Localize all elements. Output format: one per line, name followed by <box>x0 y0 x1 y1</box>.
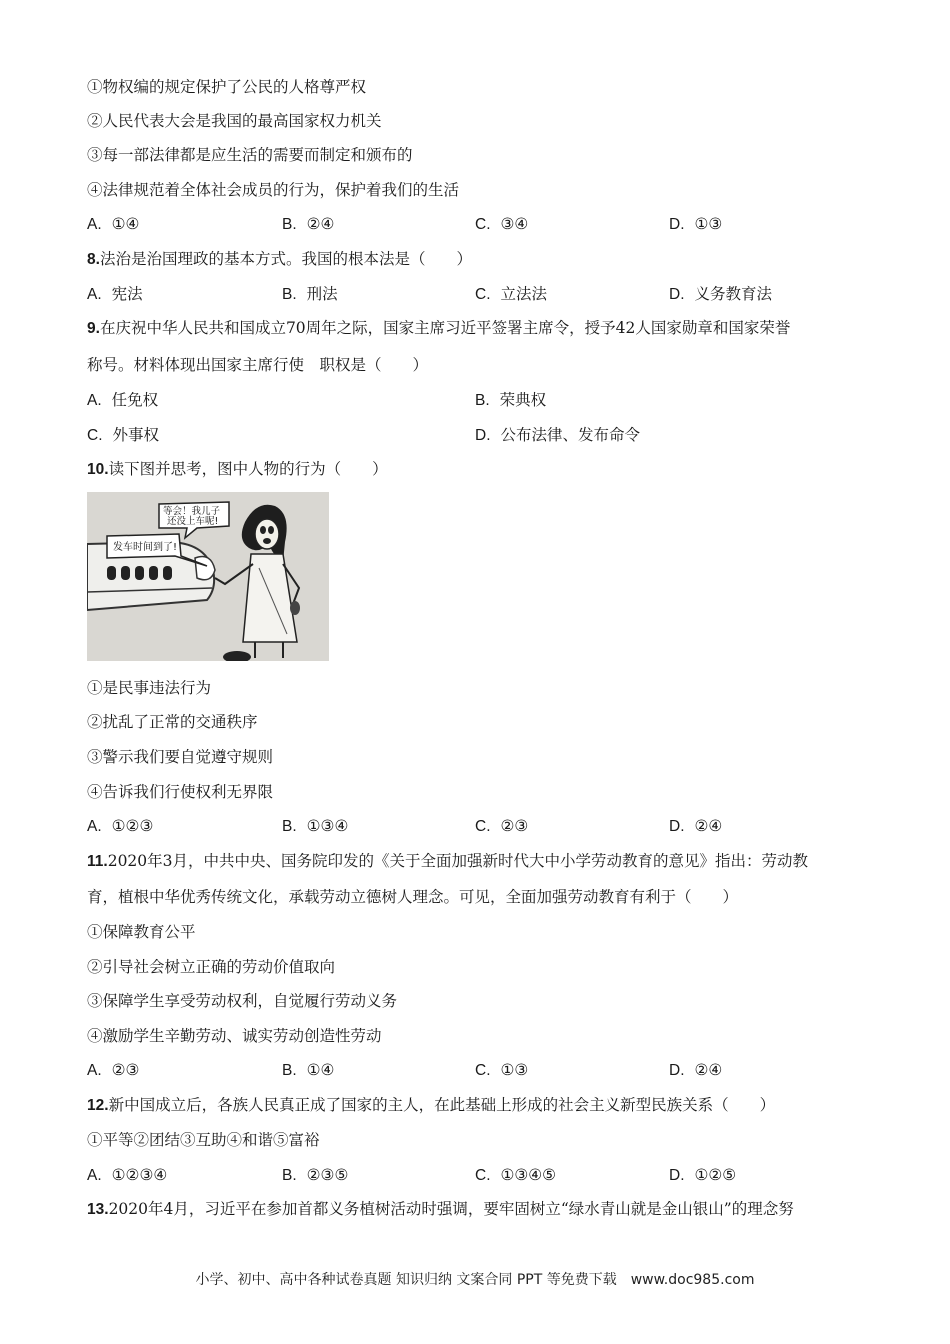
q11-stem-line2: 育，植根中华优秀传统文化，承载劳动立德树人理念。可见，全面加强劳动教育有利于（ ） <box>87 888 739 906</box>
q10-option-d: D. ②④ <box>669 817 723 835</box>
q11-option-d: D. ②④ <box>669 1061 723 1079</box>
bubble-woman-line2: 还没上车呢! <box>167 516 219 527</box>
q9-stem-line2: 称号。材料体现出国家主席行使 职权是（ ） <box>87 356 429 374</box>
q10-statement-1: ①是民事违法行为 <box>87 679 212 697</box>
q10-stem: 10.读下图并思考，图中人物的行为（ ） <box>87 460 388 478</box>
q9-option-a: A. 任免权 <box>87 391 159 409</box>
q13-stem-line1: 13.2020年4月，习近平在参加首都义务植树活动时强调，要牢固树立“绿水青山就是金山银山”的理念努 <box>87 1200 794 1218</box>
q7-option-d: D. ①③ <box>669 215 723 233</box>
q8-option-c: C. 立法法 <box>475 285 548 303</box>
q8-stem: 8.法治是治国理政的基本方式。我国的根本法是（ ） <box>87 250 472 268</box>
q12-option-d: D. ①②⑤ <box>669 1166 737 1184</box>
q8-option-a: A. 宪法 <box>87 285 143 303</box>
q9-option-c: C. 外事权 <box>87 426 160 444</box>
q10-statement-3: ③警示我们要自觉遵守规则 <box>87 748 274 766</box>
q12-stem: 12.新中国成立后，各族人民真正成了国家的主人，在此基础上形成的社会主义新型民族关系（ ） <box>87 1096 776 1114</box>
q7-statement-1: ①物权编的规定保护了公民的人格尊严权 <box>87 78 367 96</box>
q7-option-a: A. ①④ <box>87 215 140 233</box>
q9-stem-line1: 9.在庆祝中华人民共和国成立70周年之际，国家主席习近平签署主席令，授予42人国家勋章和国家荣誉 <box>87 319 791 337</box>
q10-statement-2: ②扰乱了正常的交通秩序 <box>87 713 258 731</box>
q12-option-a: A. ①②③④ <box>87 1166 168 1184</box>
q11-statement-1: ①保障教育公平 <box>87 923 196 941</box>
q7-option-b: B. ②④ <box>282 215 335 233</box>
page-footer: 小学、初中、高中各种试卷真题 知识归纳 文案合同 PPT 等免费下载 www.doc985.com <box>195 1272 755 1288</box>
q11-option-b: B. ①④ <box>282 1061 335 1079</box>
q12-option-b: B. ②③⑤ <box>282 1166 349 1184</box>
q12-option-c: C. ①③④⑤ <box>475 1166 557 1184</box>
q11-stem-line1: 11.2020年3月，中共中央、国务院印发的《关于全面加强新时代大中小学劳动教育的意见》指出：劳动教 <box>87 852 809 870</box>
cartoon-drawing <box>87 492 329 661</box>
q9-option-b: B. 荣典权 <box>475 391 547 409</box>
bubble-woman-line1: 等会！我儿子 <box>163 506 221 517</box>
q10-statement-4: ④告诉我们行使权利无界限 <box>87 783 274 801</box>
q10-option-c: C. ②③ <box>475 817 529 835</box>
q11-statement-2: ②引导社会树立正确的劳动价值取向 <box>87 958 336 976</box>
q11-statement-3: ③保障学生享受劳动权利，自觉履行劳动义务 <box>87 992 398 1010</box>
q10-cartoon-image <box>87 492 329 661</box>
q11-option-c: C. ①③ <box>475 1061 529 1079</box>
q7-option-c: C. ③④ <box>475 215 529 233</box>
q8-option-d: D. 义务教育法 <box>669 285 773 303</box>
q7-statement-4: ④法律规范着全体社会成员的行为，保护着我们的生活 <box>87 181 460 199</box>
q10-option-b: B. ①③④ <box>282 817 349 835</box>
q8-option-b: B. 刑法 <box>282 285 338 303</box>
q7-statement-2: ②人民代表大会是我国的最高国家权力机关 <box>87 112 382 130</box>
q11-option-a: A. ②③ <box>87 1061 140 1079</box>
bubble-train-text: 发车时间到了! <box>113 542 178 553</box>
q7-statement-3: ③每一部法律都是应生活的需要而制定和颁布的 <box>87 146 413 164</box>
q11-statement-4: ④激励学生辛勤劳动、诚实劳动创造性劳动 <box>87 1027 382 1045</box>
q9-option-d: D. 公布法律、发布命令 <box>475 426 641 444</box>
q12-statement: ①平等②团结③互助④和谐⑤富裕 <box>87 1131 320 1149</box>
q10-option-a: A. ①②③ <box>87 817 154 835</box>
